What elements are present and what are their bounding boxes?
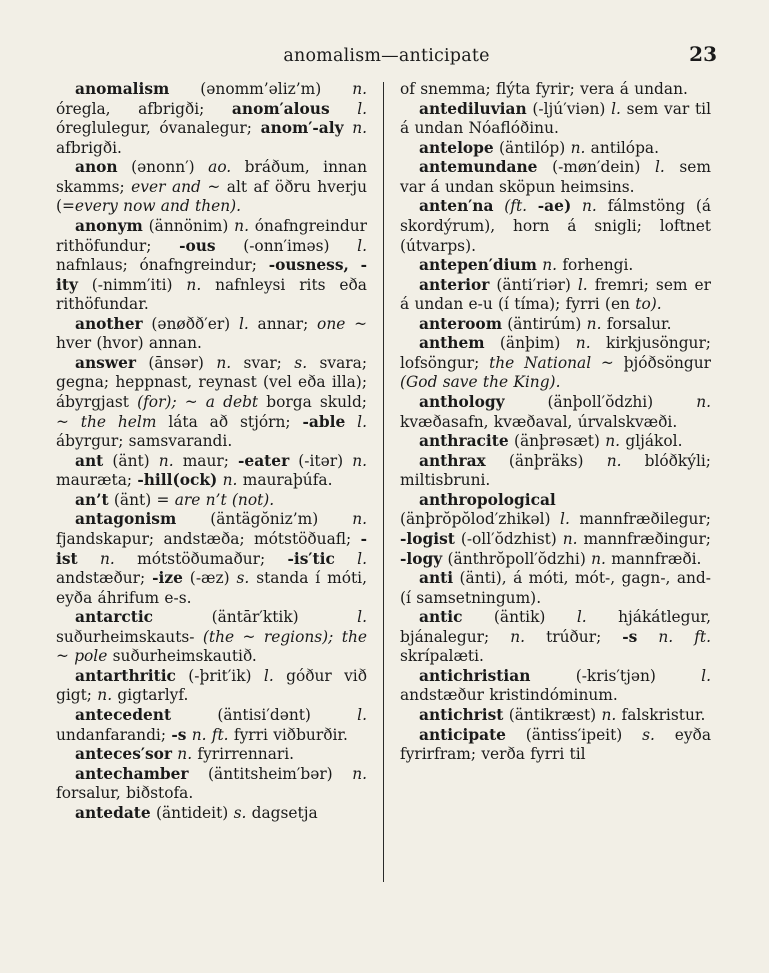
dictionary-entry: anteces′sor n. fyrirrennari.: [75, 745, 295, 764]
dictionary-entry: antediluvian (-ljú′viən) l. sem var til á undan Nóaflóðinu.: [400, 99, 711, 138]
dictionary-entry: antecedent (äntisi′dənt) l. undanfarandi; -s n. ft. fyrri viðburðir.: [56, 706, 367, 744]
page-number: 23: [689, 42, 717, 66]
dictionary-entry: anthrax (änþräks) n. blóðkýli; miltisbruni.: [400, 451, 711, 490]
text-columns: [56, 80, 717, 926]
right-column: [400, 80, 711, 926]
running-head: anomalism—anticipate: [283, 46, 490, 66]
dictionary-entry: anomalism (ənomm’əliz’m) n. óregla, afbrigði; anom′alous l. óreglulegur, óvanalegur; anom′-aly n. afbrigði.: [56, 80, 368, 157]
dictionary-entry: anten′na (ft. -ae) n. fálmstöng (á skordýrum), horn á snigli; loftnet (útvarps).: [400, 197, 712, 255]
dictionary-entry: antepen′dium n. forhengi.: [419, 256, 634, 275]
dictionary-entry: anonym (ännönim) n. ónafngreindur rithöfundur; -ous (-onn′iməs) l. nafnlaus; ónafngreindur; -ousness, -ity (-nimm′iti) n. nafnleysi rits eða rithöfundar.: [56, 216, 368, 314]
dictionary-entry: antagonism (äntägŏniz’m) n. fjandskapur; andstæða; mótstöðuafl; -ist n. mótstöðumaður; -is′tic l. andstæður; -ize (-æz) s. standa í móti, eyða áhrifum e-s.: [56, 510, 367, 607]
dictionary-entry: of snemma; flýta fyrir; vera á undan.: [400, 80, 688, 98]
dictionary-entry: antelope (äntilóp) n. antilópa.: [419, 138, 659, 157]
dictionary-entry: answer (ānsər) n. svar; s. svara; gegna; heppnast, reynast (vel eða illa); ábyrgjast (for); ~ a debt borga skuld; ~ the helm láta að stjórn; -able l. ábyrgur; samsvarandi.: [56, 353, 368, 451]
dictionary-entry: anthem (änþim) n. kirkjusöngur; lofsöngur; the National ~ þjóðsöngur (God save the King).: [400, 334, 711, 392]
dictionary-entry: ant (änt) n. maur; -eater (-itər) n. mauræta; -hill(ock) n. mauraþúfa.: [56, 451, 368, 490]
dictionary-entry: antarctic (äntār′ktik) l. suðurheimskauts- (the ~ regions); the ~ pole suðurheimskautið.: [56, 608, 367, 666]
dictionary-entry: antedate (äntideit) s. dagsetja: [75, 803, 318, 822]
dictionary-entry: antechamber (äntitsheim′bər) n. forsalur, biðstofa.: [56, 764, 367, 803]
dictionary-entry: anterior (änti′riər) l. fremri; sem er á undan e-u (í tíma); fyrri (en to).: [400, 275, 711, 314]
dictionary-entry: anon (ənonn′) ao. bráðum, innan skamms; ever and ~ alt af öðru hverju (=every now and then).: [56, 158, 367, 216]
dictionary-entry: antemundane (-møn′dein) l. sem var á undan sköpun heimsins.: [400, 158, 711, 196]
column-divider: [383, 82, 384, 882]
dictionary-entry: anthropological (änþrŏpŏlod′zhikəl) l. mannfræðilegur; -logist (-oll′ŏdzhist) n. mannfræðingur; -logy (änthrŏpoll′ŏdzhi) n. mannfræði.: [400, 490, 711, 568]
left-column: [56, 80, 367, 926]
dictionary-entry: anthology (änþoll′ŏdzhi) n. kvæðasafn, kvæðaval, úrvalskvæði.: [400, 393, 711, 431]
dictionary-entry: an’t (änt) = are n’t (not).: [75, 490, 275, 509]
page-header: [56, 42, 717, 76]
dictionary-entry: antichristian (-kris′tjən) l. andstæður kristindóminum.: [400, 666, 711, 705]
dictionary-entry: anthracite (änþrəsæt) n. gljákol.: [419, 432, 683, 451]
dictionary-entry: antic (äntik) l. hjákátlegur, bjánalegur; n. trúður; -s n. ft. skrípalæti.: [400, 608, 711, 666]
dictionary-entry: anteroom (äntirúm) n. forsalur.: [419, 314, 672, 333]
dictionary-entry: another (ənøðð′er) l. annar; one ~ hver (hvor) annan.: [56, 314, 367, 353]
dictionary-entry: antarthritic (-þrit′ik) l. góður við gigt; n. gigtarlyf.: [56, 666, 367, 705]
dictionary-entry: anticipate (äntiss′ipeit) s. eyða fyrirfram; verða fyrri til: [400, 725, 711, 764]
dictionary-entry: anti (änti), á móti, mót-, gagn-, and- (í samsetningum).: [400, 569, 711, 607]
dictionary-entry: antichrist (äntikræst) n. falskristur.: [419, 706, 706, 724]
